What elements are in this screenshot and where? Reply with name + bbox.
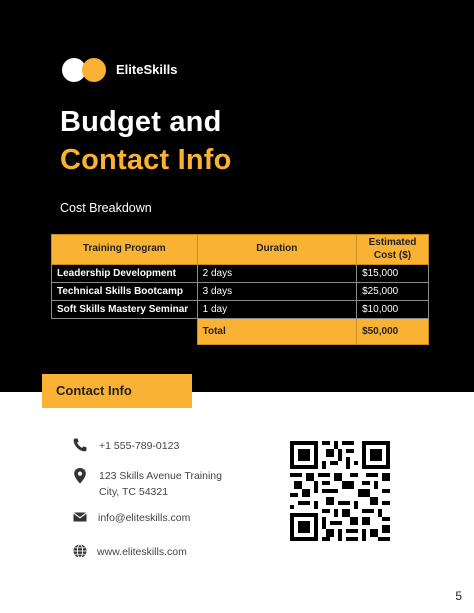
page-title-line2: Contact Info — [60, 144, 232, 176]
table-header-row — [52, 235, 429, 265]
budget-table — [51, 234, 429, 345]
cell-program: Technical Skills Bootcamp — [52, 283, 198, 301]
address-line2: City, TC 54321 — [99, 486, 169, 498]
page-number: 5 — [455, 589, 462, 603]
location-pin-icon — [72, 467, 88, 483]
header-duration: Duration — [197, 235, 356, 265]
qr-code — [290, 441, 390, 541]
header-program: Training Program — [52, 235, 198, 265]
table-row — [52, 265, 429, 283]
email-text[interactable]: info@eliteskills.com — [98, 512, 191, 524]
contact-heading-tab — [42, 374, 192, 408]
cell-duration: 3 days — [197, 283, 356, 301]
brand-name: EliteSkills — [116, 62, 178, 77]
total-label: Total — [197, 319, 356, 345]
envelope-icon — [72, 509, 88, 525]
cell-cost: $25,000 — [357, 283, 429, 301]
brand-logo — [62, 58, 106, 82]
phone-icon — [72, 437, 88, 453]
total-spacer — [52, 319, 198, 345]
section-label: Cost Breakdown — [60, 201, 152, 215]
total-value: $50,000 — [357, 319, 429, 345]
website-text[interactable]: www.eliteskills.com — [97, 546, 187, 558]
cell-program: Leadership Development — [52, 265, 198, 283]
phone-text[interactable]: +1 555-789-0123 — [99, 440, 180, 452]
table-total-row — [52, 319, 429, 345]
contact-heading: Contact Info — [56, 383, 132, 398]
header-cost-line1: Estimated — [368, 237, 417, 248]
table-row — [52, 301, 429, 319]
table-row — [52, 283, 429, 301]
cell-program: Soft Skills Mastery Seminar — [52, 301, 198, 319]
globe-icon — [72, 543, 88, 559]
header-cost — [357, 235, 429, 265]
address-line1: 123 Skills Avenue Training — [99, 470, 222, 482]
logo-circle-orange — [82, 58, 106, 82]
cell-duration: 1 day — [197, 301, 356, 319]
cell-cost: $10,000 — [357, 301, 429, 319]
cell-cost: $15,000 — [357, 265, 429, 283]
cell-duration: 2 days — [197, 265, 356, 283]
header-cost-line2: Cost ($) — [373, 249, 412, 261]
page-title-line1: Budget and — [60, 106, 222, 138]
